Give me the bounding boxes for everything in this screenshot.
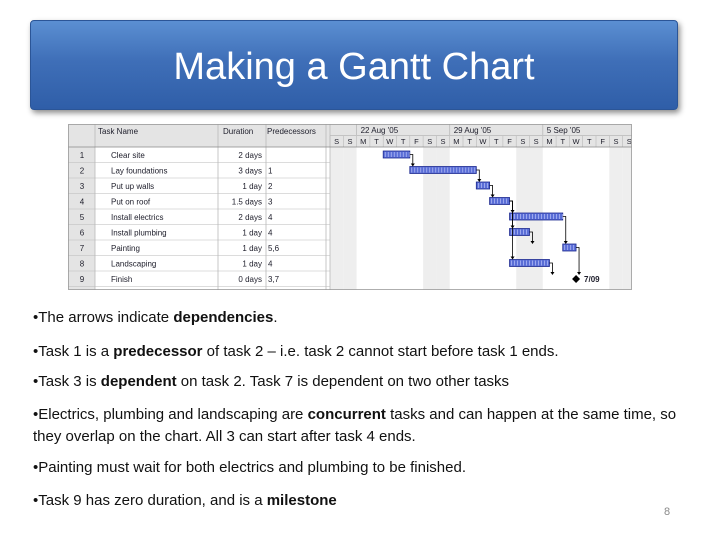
gantt-task-duration: 2 days bbox=[238, 213, 262, 222]
bullet-1-term: dependencies bbox=[173, 309, 274, 326]
gantt-day-label: M bbox=[360, 137, 367, 146]
bullet-3 bbox=[33, 371, 683, 393]
bullet-1 bbox=[33, 307, 683, 329]
gantt-chart-svg bbox=[68, 124, 632, 290]
slide-title: Making a Gantt Chart bbox=[173, 46, 535, 88]
gantt-header-predecessors: Predecessors bbox=[267, 127, 316, 136]
gantt-task-id: 6 bbox=[79, 228, 85, 238]
gantt-day-label: M bbox=[453, 137, 460, 146]
gantt-arrow-head bbox=[511, 257, 515, 260]
gantt-milestone-diamond bbox=[572, 275, 580, 283]
gantt-arrow-head bbox=[550, 272, 554, 275]
bullet-4 bbox=[33, 404, 683, 448]
gantt-day-label: W bbox=[572, 137, 580, 146]
gantt-task-predecessor: 3 bbox=[268, 197, 273, 207]
gantt-task-name: Install electrics bbox=[111, 213, 164, 222]
gantt-task-name: Painting bbox=[111, 244, 140, 253]
bullet-6-text-a: •Task 9 has zero duration, and is a bbox=[33, 492, 267, 509]
bullet-6 bbox=[33, 490, 683, 512]
gantt-dependency-arrow bbox=[476, 170, 479, 180]
bullet-2-term: predecessor bbox=[113, 343, 203, 360]
gantt-day-label: S bbox=[626, 137, 632, 146]
gantt-task-name: Clear site bbox=[111, 151, 145, 160]
gantt-task-predecessor: 3,7 bbox=[268, 275, 280, 284]
gantt-task-duration: 1 day bbox=[242, 228, 262, 238]
gantt-arrow-head bbox=[564, 241, 568, 244]
bullet-3-text-b: on task 2. Task 7 is dependent on two other tasks bbox=[176, 373, 510, 390]
gantt-task-duration: 0 days bbox=[238, 275, 262, 284]
gantt-arrow-head bbox=[477, 179, 481, 182]
gantt-task-duration: 2 days bbox=[238, 151, 262, 160]
gantt-arrow-head bbox=[577, 272, 581, 275]
bullet-4-text-b: tasks and can happen at the same time, so they overlap on the chart. All 3 can start after task 4 ends. bbox=[33, 406, 677, 445]
gantt-bar bbox=[410, 167, 477, 174]
gantt-task-predecessor: 5,6 bbox=[268, 244, 280, 253]
bullet-4-term: concurrent bbox=[307, 406, 386, 423]
gantt-day-label: T bbox=[560, 137, 566, 146]
gantt-task-id: 2 bbox=[79, 166, 85, 176]
gantt-task-predecessor: 1 bbox=[268, 166, 273, 176]
page-number: 8 bbox=[664, 506, 671, 518]
bullet-1-text-b: . bbox=[273, 309, 278, 326]
gantt-day-label: T bbox=[493, 137, 499, 146]
gantt-day-label: S bbox=[427, 137, 433, 146]
gantt-day-label: F bbox=[414, 137, 419, 146]
gantt-day-label: S bbox=[334, 137, 340, 146]
gantt-day-label: W bbox=[386, 137, 394, 146]
gantt-day-label: S bbox=[440, 137, 446, 146]
gantt-task-id: 5 bbox=[79, 213, 85, 222]
gantt-week-label: 22 Aug '05 bbox=[360, 126, 399, 135]
gantt-weekend-shade bbox=[343, 147, 356, 290]
gantt-task-predecessor: 4 bbox=[268, 228, 273, 238]
gantt-dependency-arrow bbox=[410, 155, 413, 165]
gantt-day-label: W bbox=[479, 137, 487, 146]
gantt-week-label: 5 Sep '05 bbox=[546, 126, 581, 135]
gantt-task-name: Install plumbing bbox=[111, 228, 167, 238]
gantt-task-name: Lay foundations bbox=[111, 166, 168, 176]
gantt-week-label: 29 Aug '05 bbox=[453, 126, 492, 135]
gantt-milestone-label: 7/09 bbox=[584, 275, 600, 284]
gantt-bar bbox=[383, 151, 410, 158]
gantt-task-duration: 1 day bbox=[242, 259, 262, 269]
gantt-task-name: Finish bbox=[111, 275, 133, 284]
gantt-task-name: Put on roof bbox=[111, 197, 151, 207]
bullet-5-text: •Painting must wait for both electrics and plumbing to be finished. bbox=[33, 459, 466, 476]
gantt-dependency-arrow bbox=[490, 186, 493, 196]
gantt-arrow-head bbox=[411, 164, 415, 167]
gantt-weekend-shade bbox=[609, 147, 622, 290]
gantt-weekend-shade bbox=[330, 147, 343, 290]
gantt-task-duration: 1 day bbox=[242, 244, 262, 253]
gantt-task-id: 9 bbox=[79, 275, 85, 284]
bullet-5 bbox=[33, 457, 683, 479]
gantt-day-label: T bbox=[587, 137, 592, 146]
gantt-header-task-name: Task Name bbox=[98, 127, 139, 136]
bullet-2-text-b: of task 2 – i.e. task 2 cannot start before task 1 ends. bbox=[202, 343, 559, 360]
gantt-task-duration: 1.5 days bbox=[231, 197, 262, 207]
title-banner bbox=[30, 20, 678, 110]
bullet-4-text-a: •Electrics, plumbing and landscaping are bbox=[33, 406, 308, 423]
bullet-2-text-a: •Task 1 is a bbox=[33, 343, 114, 360]
gantt-task-duration: 1 day bbox=[242, 182, 262, 191]
gantt-day-label: S bbox=[347, 137, 353, 146]
bullet-6-term: milestone bbox=[266, 492, 337, 509]
gantt-day-label: T bbox=[374, 137, 379, 146]
bullet-3-term: dependent bbox=[100, 373, 177, 390]
gantt-day-label: M bbox=[546, 137, 553, 146]
gantt-dependency-arrow bbox=[510, 201, 513, 211]
gantt-weekend-shade bbox=[623, 147, 632, 290]
gantt-task-predecessor: 4 bbox=[268, 259, 273, 269]
gantt-day-label: T bbox=[467, 137, 472, 146]
gantt-header-duration: Duration bbox=[223, 127, 254, 136]
gantt-day-label: T bbox=[400, 137, 406, 146]
gantt-day-label: S bbox=[533, 137, 539, 146]
gantt-dependency-arrow bbox=[563, 217, 566, 243]
gantt-task-id: 4 bbox=[79, 197, 85, 207]
gantt-task-id: 7 bbox=[79, 244, 85, 253]
gantt-task-name: Landscaping bbox=[111, 259, 157, 269]
gantt-task-predecessor: 2 bbox=[268, 182, 273, 191]
gantt-task-predecessor: 4 bbox=[268, 213, 273, 222]
gantt-day-label: F bbox=[507, 137, 512, 146]
gantt-arrow-head bbox=[491, 195, 495, 198]
bullet-2 bbox=[33, 341, 683, 363]
gantt-dependency-arrow bbox=[549, 263, 552, 273]
gantt-dependency-arrow bbox=[576, 248, 579, 274]
gantt-task-id: 8 bbox=[79, 259, 85, 269]
gantt-task-name: Put up walls bbox=[111, 182, 155, 191]
bullet-3-text-a: •Task 3 is bbox=[33, 373, 101, 390]
gantt-task-id: 1 bbox=[79, 151, 85, 160]
gantt-day-label: F bbox=[600, 137, 605, 146]
gantt-task-duration: 3 days bbox=[238, 166, 262, 176]
bullet-1-text-a: •The arrows indicate bbox=[33, 309, 174, 326]
gantt-day-label: S bbox=[520, 137, 526, 146]
gantt-day-label: S bbox=[613, 137, 619, 146]
gantt-task-id: 3 bbox=[79, 182, 85, 191]
gantt-chart bbox=[68, 124, 632, 290]
